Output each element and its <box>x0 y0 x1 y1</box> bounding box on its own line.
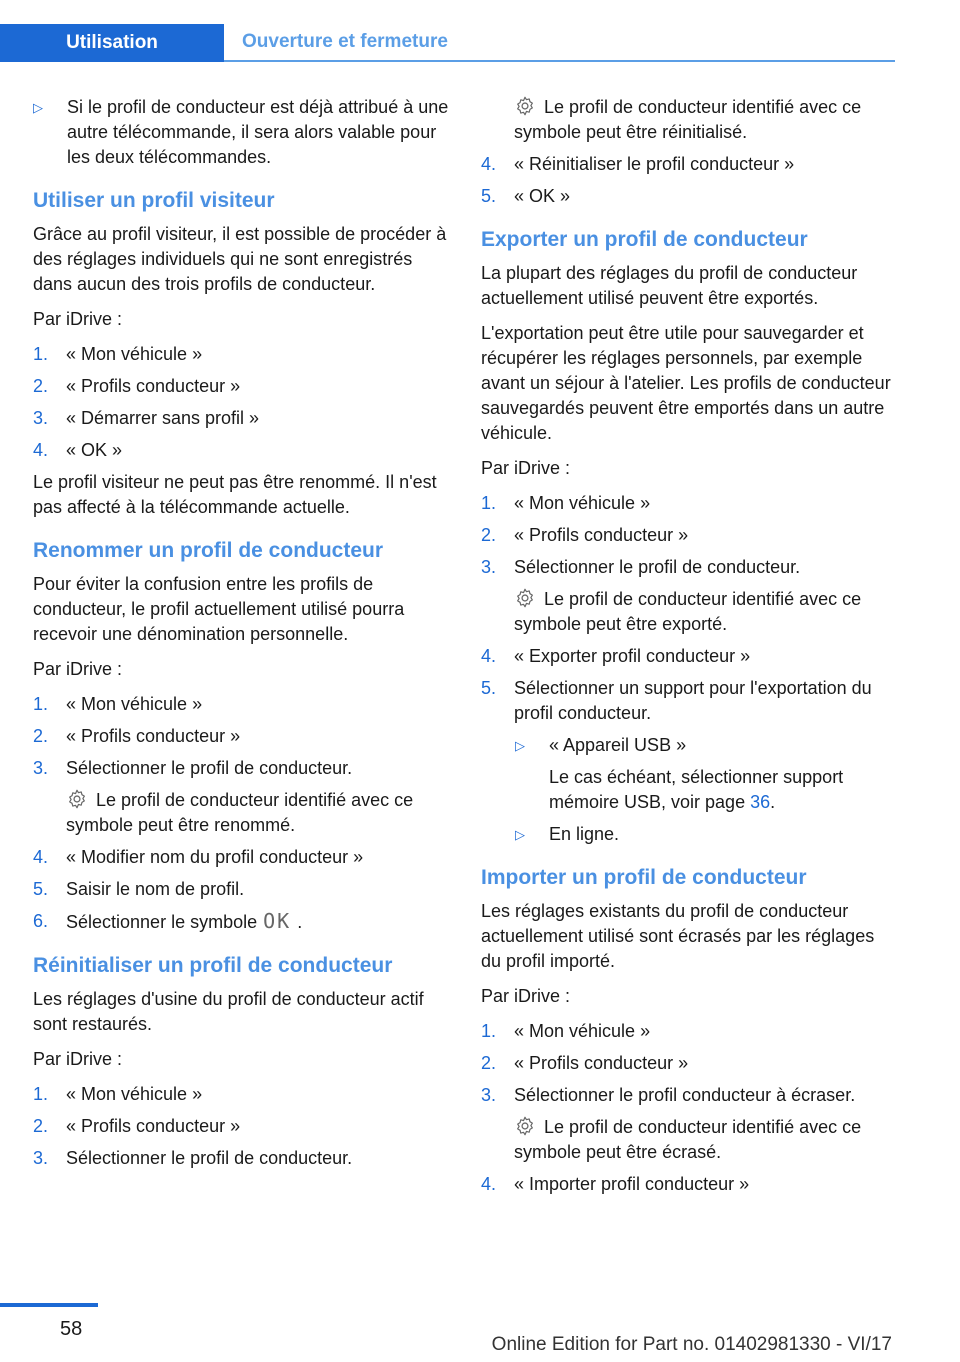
import-note: Le profil de conducteur identifié avec ce symbole peut être écrasé. <box>514 1117 862 1162</box>
gear-icon <box>514 1115 536 1137</box>
export-step: 3. Sélectionner le profil de conducteur. <box>481 557 801 577</box>
visitor-step: 3. « Démarrer sans profil » <box>33 408 260 428</box>
import-step: 3. Sélectionner le profil conducteur à écraser. <box>481 1085 856 1105</box>
rename-note: Le profil de conducteur identifié avec ce symbole peut être renommé. <box>66 790 414 835</box>
reset-heading: Réinitialiser un profil de conducteur <box>33 954 393 977</box>
export-usb-option: ▷ « Appareil USB » Le cas échéant, sélectionner support mémoire USB, voir page 36. ▷ En ligne. <box>481 733 893 847</box>
right-column <box>481 95 893 1204</box>
rename-step: 1. « Mon véhicule » <box>33 694 203 714</box>
reset-note: Le profil de conducteur identifié avec ce symbole peut être réinitialisé. <box>514 97 862 142</box>
page-number: 58 <box>60 1318 83 1340</box>
export-step: 2. « Profils conducteur » <box>481 525 689 545</box>
reset-by: Par iDrive : <box>33 1049 123 1069</box>
export-step: 5. Sélectionner un support pour l'exportation du profil conducteur. <box>481 678 872 723</box>
page-number-rule <box>0 1303 98 1307</box>
triangle-bullet-icon: ▷ <box>515 738 525 753</box>
reset-step: 1. « Mon véhicule » <box>33 1084 203 1104</box>
header-tabs <box>0 24 895 62</box>
tab-ouverture-fermeture[interactable]: Ouverture et fermeture <box>224 24 895 62</box>
import-body: Les réglages existants du profil de conducteur actuellement utilisé sont écrasés par les réglages du profil importé. <box>481 901 875 971</box>
triangle-bullet-icon: ▷ <box>33 100 43 115</box>
reset-step: 3. Sélectionner le profil de conducteur. <box>33 1148 353 1168</box>
gear-icon <box>514 587 536 609</box>
rename-step: 3. Sélectionner le profil de conducteur. <box>33 758 353 778</box>
left-column <box>33 95 449 1178</box>
reset-step: 2. « Profils conducteur » <box>33 1116 241 1136</box>
export-by: Par iDrive : <box>481 458 571 478</box>
visitor-step: 1. « Mon véhicule » <box>33 344 203 364</box>
gear-icon <box>514 95 536 117</box>
export-body2: L'exportation peut être utile pour sauvegarder et récupérer les réglages personnels, par exemple avant un séjour à l'atelier. Les profils de conducteur sauvegardés peuvent être emportés dans un autre véhicule. <box>481 323 891 443</box>
footer-edition: Online Edition for Part no. 01402981330 - VI/17 <box>491 1334 892 1355</box>
export-step: 4. « Exporter profil conducteur » <box>481 646 751 666</box>
rename-heading: Renommer un profil de conducteur <box>33 539 384 562</box>
export-heading: Exporter un profil de conducteur <box>481 228 808 251</box>
visitor-by: Par iDrive : <box>33 309 123 329</box>
reset-step: 5. « OK » <box>481 186 571 206</box>
page-link[interactable]: 36 <box>750 792 771 812</box>
rename-step: 5. Saisir le nom de profil. <box>33 879 245 899</box>
import-by: Par iDrive : <box>481 986 571 1006</box>
tab-utilisation[interactable]: Utilisation <box>0 24 224 62</box>
intro-bullet: ▷ Si le profil de conducteur est déjà attribué à une autre télécommande, il sera alors valable pour les deux télécommandes. <box>33 95 449 170</box>
visitor-step: 2. « Profils conducteur » <box>33 376 241 396</box>
import-heading: Importer un profil de conducteur <box>481 866 807 889</box>
rename-step: 2. « Profils conducteur » <box>33 726 241 746</box>
visitor-step: 4. « OK » <box>33 440 123 460</box>
import-step: 1. « Mon véhicule » <box>481 1021 651 1041</box>
gear-icon <box>66 788 88 810</box>
import-step: 2. « Profils conducteur » <box>481 1053 689 1073</box>
rename-body: Pour éviter la confusion entre les profils de conducteur, le profil actuellement utilisé pourra recevoir une dénomination personnelle. <box>33 574 405 644</box>
reset-body: Les réglages d'usine du profil de conducteur actif sont restaurés. <box>33 989 424 1034</box>
visitor-body: Grâce au profil visiteur, il est possible de procéder à des réglages individuels qui ne sont enregistrés dans aucun des trois profils de conducteur. <box>33 224 447 294</box>
reset-step: 4. « Réinitialiser le profil conducteur » <box>481 154 795 174</box>
rename-by: Par iDrive : <box>33 659 123 679</box>
visitor-heading: Utiliser un profil visiteur <box>33 189 275 212</box>
rename-step: 6. Sélectionner le symbole OK . <box>33 909 303 933</box>
rename-step: 4. « Modifier nom du profil conducteur » <box>33 847 364 867</box>
ok-symbol: OK <box>263 909 292 933</box>
export-body1: La plupart des réglages du profil de conducteur actuellement utilisé peuvent être exportés. <box>481 263 858 308</box>
visitor-after: Le profil visiteur ne peut pas être renommé. Il n'est pas affecté à la télécommande actuelle. <box>33 472 437 517</box>
export-note: Le profil de conducteur identifié avec ce symbole peut être exporté. <box>514 589 862 634</box>
export-step: 1. « Mon véhicule » <box>481 493 651 513</box>
import-step: 4. « Importer profil conducteur » <box>481 1174 750 1194</box>
triangle-bullet-icon: ▷ <box>515 827 525 842</box>
